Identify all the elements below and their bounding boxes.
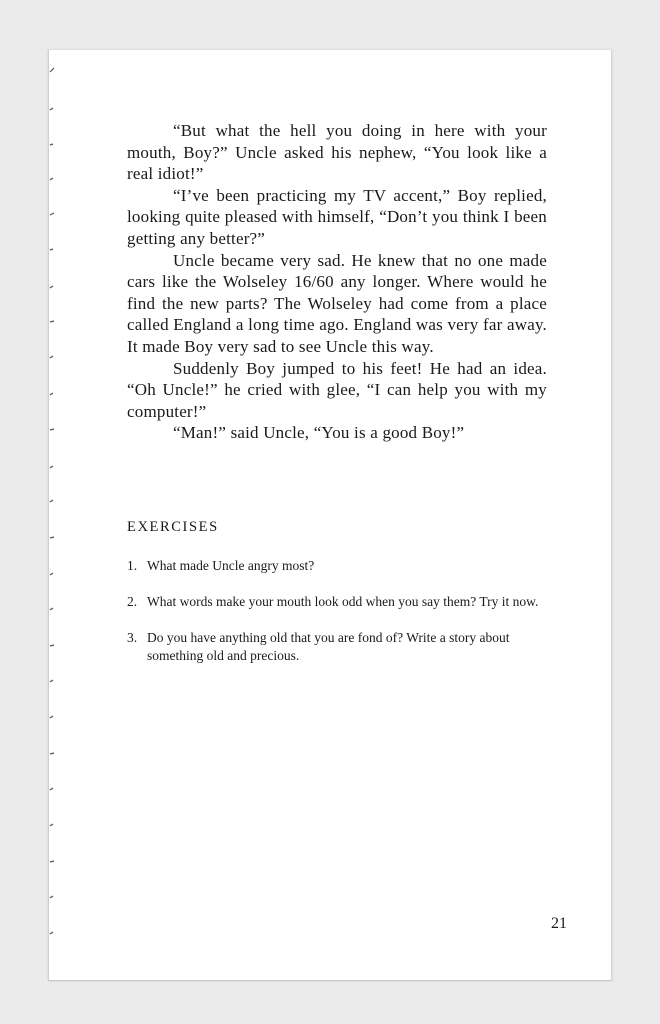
story-paragraph: Uncle became very sad. He knew that no one made cars like the Wolseley 16/60 any longer. Where would he find the new parts? The Wolseley had come from a place called England a long time ago. England was very far away. It made Boy very sad to see Uncle this way. — [127, 250, 547, 356]
exercises-heading: EXERCISES — [127, 519, 219, 535]
exercise-number: 3. — [127, 630, 138, 645]
exercise-text: What words make your mouth look odd when you say them? Try it now. — [147, 594, 539, 609]
story-text — [127, 120, 547, 444]
story-paragraph: “I’ve been practicing my TV accent,” Boy replied, looking quite pleased with himself, “Don’t you think I been getting any better?” — [127, 185, 547, 248]
book-page — [48, 50, 612, 981]
exercise-text: What made Uncle angry most? — [147, 558, 315, 573]
exercise-number: 2. — [127, 594, 138, 609]
exercises-section — [127, 519, 557, 683]
perforation-marks — [49, 50, 61, 980]
exercise-item — [127, 593, 557, 611]
story-paragraph: “But what the hell you doing in here with your mouth, Boy?” Uncle asked his nephew, “You look like a real idiot!” — [127, 121, 547, 184]
exercises-list — [127, 557, 557, 665]
story-paragraph: Suddenly Boy jumped to his feet! He had an idea. “Oh Uncle!” he cried with glee, “I can help you with my computer!” — [127, 358, 547, 421]
story-paragraph: “Man!” said Uncle, “You is a good Boy!” — [173, 423, 465, 443]
exercise-item — [127, 629, 557, 665]
torn-edge — [49, 50, 61, 980]
exercise-item — [127, 557, 557, 575]
exercise-number: 1. — [127, 558, 138, 573]
exercise-text: Do you have anything old that you are fond of? Write a story about something old and precious. — [147, 630, 510, 663]
page-number: 21 — [551, 915, 567, 932]
